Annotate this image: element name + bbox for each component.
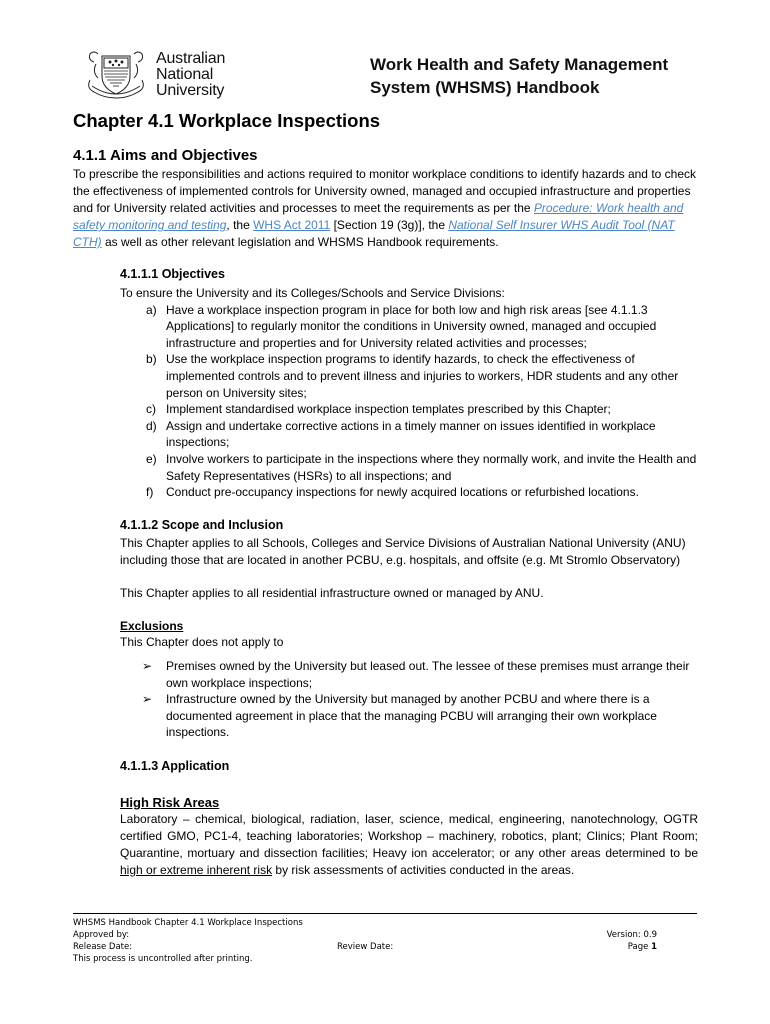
footer-doc-name: WHSMS Handbook Chapter 4.1 Workplace Inspections: [73, 918, 303, 928]
high-risk-paragraph: [120, 811, 698, 879]
aims-text-1: To prescribe the responsibilities and actions required to monitor workplace conditions to identify hazards and to check the effectiveness of implemented controls for University owned, managed and occupied infrastructure and properties and for University related activities and processes to meet the requirements as per the: [73, 167, 697, 215]
high-risk-text-1: Laboratory – chemical, biological, radiation, laser, science, medical, engineering, nanotechnology, OGTR certified GMO, PC1-4, teaching laboratories; Workshop – machinery, robotics, plant; Clinics; Plant Room; Quarantine, mortuary and dissection facilities; Heavy ion accelerator; or any other areas determined to be: [120, 812, 698, 860]
footer-review-date: Review Date:: [337, 942, 394, 952]
list-item-text: Implement standardised workplace inspection templates prescribed by this Chapter;: [166, 402, 611, 417]
list-marker: f): [146, 485, 154, 500]
document-title: [370, 53, 710, 99]
footer-page-number: 1: [651, 942, 657, 952]
aims-text-2: , the: [226, 218, 254, 232]
scope-heading: 4.1.1.2 Scope and Inclusion: [120, 518, 284, 532]
procedure-link[interactable]: Procedure: Work health and safety monitoring and testing: [73, 201, 684, 232]
high-risk-heading: High Risk Areas: [120, 795, 220, 810]
scope-paragraph-1: This Chapter applies to all Schools, Colleges and Service Divisions of Australian National University (ANU) including those that are located in another PCBU, e.g. hospitals, and offsite (e.g. Mt Stromlo Observatory): [120, 536, 686, 567]
footer-right: [560, 929, 657, 953]
list-item-text: Assign and undertake corrective actions in a timely manner on issues identified in workplace inspections;: [166, 418, 656, 450]
list-item-text: Premises owned by the University but leased out. The lessee of these premises must arrange their own workplace inspections;: [166, 659, 690, 690]
high-risk-underlined: high or extreme inherent risk: [120, 863, 273, 877]
aims-heading: 4.1.1 Aims and Objectives: [73, 147, 258, 164]
list-marker: c): [146, 402, 156, 417]
anu-logo: [84, 46, 284, 106]
arrow-bullet-icon: ➢: [142, 692, 153, 707]
list-marker: d): [146, 418, 157, 433]
whs-act-link[interactable]: WHS Act 2011: [253, 218, 331, 232]
footer-uncontrolled: This process is uncontrolled after printing.: [73, 954, 253, 964]
aims-text-4: as well as other relevant legislation and WHSMS Handbook requirements.: [101, 235, 499, 249]
footer-version: Version: 0.9: [606, 930, 657, 940]
list-item: [120, 302, 700, 352]
list-item-text: Involve workers to participate in the inspections where they normally work, and invite the Health and Safety Representatives (HSRs) to all inspections; and: [166, 451, 697, 483]
aims-text-3: [Section 19 (3g)], the: [330, 218, 449, 232]
logo-line-3: University: [156, 82, 225, 99]
list-item-text: Use the workplace inspection programs to identify hazards, to check the effectiveness of implemented controls and to prevent illness and injuries to workers, HDR students and any other person on University sites;: [166, 352, 679, 400]
logo-line-1: Australian: [156, 50, 226, 67]
high-risk-text-2: by risk assessments of activities conducted in the areas.: [272, 863, 575, 877]
list-item-text: Have a workplace inspection program in place for both low and high risk areas [see 4.1.1.3 Applications] to regularly monitor the conditions in University owned, managed and occupied infrastructure and properties and for University related activities and processes;: [166, 302, 657, 350]
objectives-section: [120, 285, 700, 501]
university-name: [156, 51, 225, 99]
objectives-heading: 4.1.1.1 Objectives: [120, 267, 225, 281]
list-item: [120, 691, 700, 741]
footer-page: [560, 941, 657, 953]
doc-title-line-1: Work Health and Safety Management: [370, 55, 669, 74]
list-marker: a): [146, 302, 157, 317]
list-item: [120, 351, 700, 401]
list-marker: b): [146, 352, 157, 367]
scope-paragraph-2: This Chapter applies to all residential infrastructure owned or managed by ANU.: [120, 586, 544, 600]
exclusions-heading: Exclusions: [120, 619, 184, 633]
list-item: [120, 418, 700, 451]
list-item: [120, 658, 700, 691]
list-item-text: Infrastructure owned by the University but managed by another PCBU and where there is a documented agreement in place that the managing PCBU will arranging their own workplace inspections.: [166, 692, 657, 740]
nat-audit-tool-link[interactable]: National Self Insurer WHS Audit Tool (NAT CTH): [73, 218, 675, 249]
footer-left: [73, 917, 303, 965]
list-item: [120, 401, 700, 418]
exclusions-intro: This Chapter does not apply to: [120, 635, 284, 649]
objectives-intro: To ensure the University and its Colleges/Schools and Service Divisions:: [120, 286, 505, 300]
list-item-text: Conduct pre-occupancy inspections for newly acquired locations or refurbished locations.: [166, 485, 639, 500]
list-item: [120, 451, 700, 484]
arrow-bullet-icon: ➢: [142, 659, 153, 673]
logo-line-2: National: [156, 66, 214, 83]
footer-approved-by: Approved by:: [73, 930, 130, 940]
footer-release-date: Release Date:: [73, 942, 133, 952]
list-marker: e): [146, 451, 157, 466]
anu-crest-icon: [84, 46, 148, 102]
chapter-title: Chapter 4.1 Workplace Inspections: [73, 110, 381, 131]
exclusions-list: [120, 658, 700, 741]
aims-paragraph: [73, 166, 703, 251]
footer-page-label: Page: [627, 942, 652, 952]
doc-title-line-2: System (WHSMS) Handbook: [370, 78, 600, 97]
footer-divider: [73, 913, 697, 914]
list-item: [120, 484, 700, 501]
application-heading: 4.1.1.3 Application: [120, 759, 230, 773]
